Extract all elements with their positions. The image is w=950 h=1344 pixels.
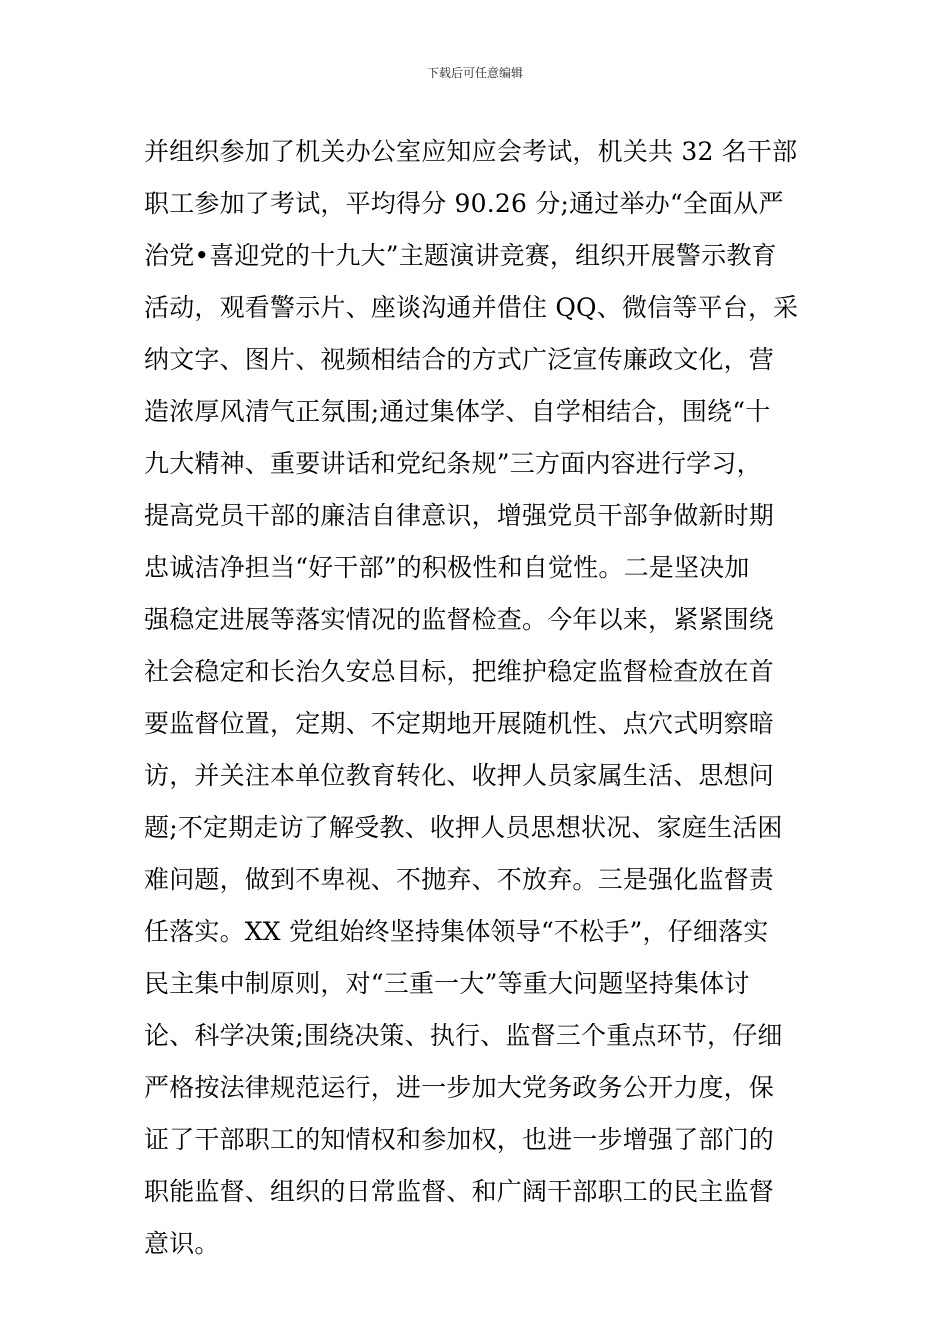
text-line: 提高党员干部的廉洁自律意识，增强党员干部争做新时期 [144,501,775,530]
text-line: 职能监督、组织的日常监督、和广阔干部职工的民主监督 [144,1177,775,1206]
text-line: 治党•喜迎党的十九大”主题演讲竞赛，组织开展警示教育 [144,241,777,270]
text-line: 民主集中制原则，对“三重一大”等重大问题坚持集体讨 [144,969,750,998]
text-line: 题;不定期走访了解受教、收押人员思想状况、家庭生活困 [144,813,783,842]
text-line: 纳文字、图片、视频相结合的方式广泛宣传廉政文化，营 [144,345,775,374]
text-line: 活动，观看警示片、座谈沟通并借住 QQ、微信等平台，采 [144,293,799,322]
text-line: 证了干部职工的知情权和参加权，也进一步增强了部门的 [144,1125,775,1154]
page-header: 下载后可任意编辑 [426,66,523,80]
text-line: 九大精神、重要讲话和党纪条规”三方面内容进行学习， [144,449,762,478]
text-line: 要监督位置，定期、不定期地开展随机性、点穴式明察暗 [144,709,775,738]
text-line: 社会稳定和长治久安总目标，把维护稳定监督检查放在首 [144,657,775,686]
text-line: 严格按法律规范运行，进一步加大党务政务公开力度，保 [144,1073,775,1102]
text-line: 难问题，做到不卑视、不抛弃、不放弃。三是强化监督责 [144,865,775,894]
text-line: 强稳定进展等落实情况的监督检查。今年以来，紧紧围绕 [144,605,775,634]
text-line: 访，并关注本单位教育转化、收押人员家属生活、思想问 [144,761,775,790]
text-line: 任落实。XX 党组始终坚持集体领导“不松手”，仔细落实 [144,917,769,946]
text-line: 职工参加了考试，平均得分 90.26 分;通过举办“全面从严 [144,189,784,218]
body-text [144,126,814,1270]
text-line: 论、科学决策;围绕决策、执行、监督三个重点环节，仔细 [144,1021,783,1050]
text-line: 造浓厚风清气正氛围;通过集体学、自学相结合，围绕“十 [144,397,771,426]
text-line: 并组织参加了机关办公室应知应会考试，机关共 32 名干部 [144,137,798,166]
text-line: 忠诚洁净担当“好干部”的积极性和自觉性。二是坚决加 [144,553,750,582]
text-line: 意识。 [144,1229,220,1258]
